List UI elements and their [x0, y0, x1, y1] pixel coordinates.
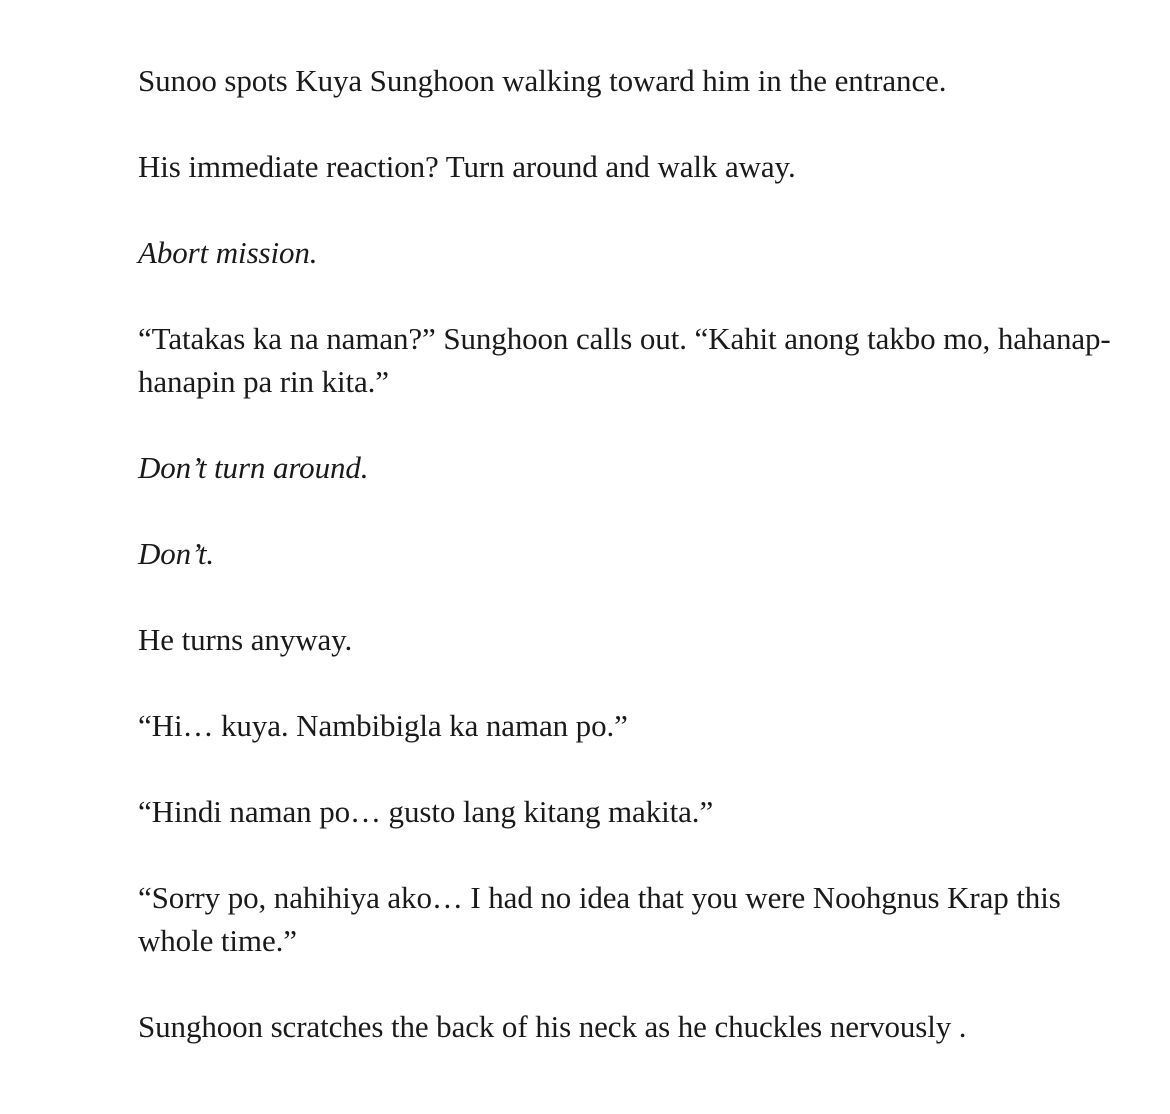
paragraph-11: Sunghoon scratches the back of his neck as he chuckles nervously . [138, 1009, 967, 1044]
document-body [138, 59, 1128, 1048]
paragraph-10: “Sorry po, nahihiya ako… I had no idea that you were Noohgnus Krap this whole time.” [138, 880, 1061, 958]
paragraph-4: “Tatakas ka na naman?” Sunghoon calls out. “Kahit anong takbo mo, hahanap-hanapin pa rin kita.” [138, 321, 1111, 399]
paragraph-2: His immediate reaction? Turn around and walk away. [138, 149, 796, 184]
paragraph-7: He turns anyway. [138, 622, 353, 657]
paragraph-6: Don’t. [138, 536, 215, 571]
paragraph-5: Don’t turn around. [138, 450, 369, 485]
paragraph-3: Abort mission. [138, 235, 318, 270]
paragraph-8: “Hi… kuya. Nambibigla ka naman po.” [138, 708, 628, 743]
paragraph-9: “Hindi naman po… gusto lang kitang makita.” [138, 794, 714, 829]
paragraph-1: Sunoo spots Kuya Sunghoon walking toward him in the entrance. [138, 63, 947, 98]
